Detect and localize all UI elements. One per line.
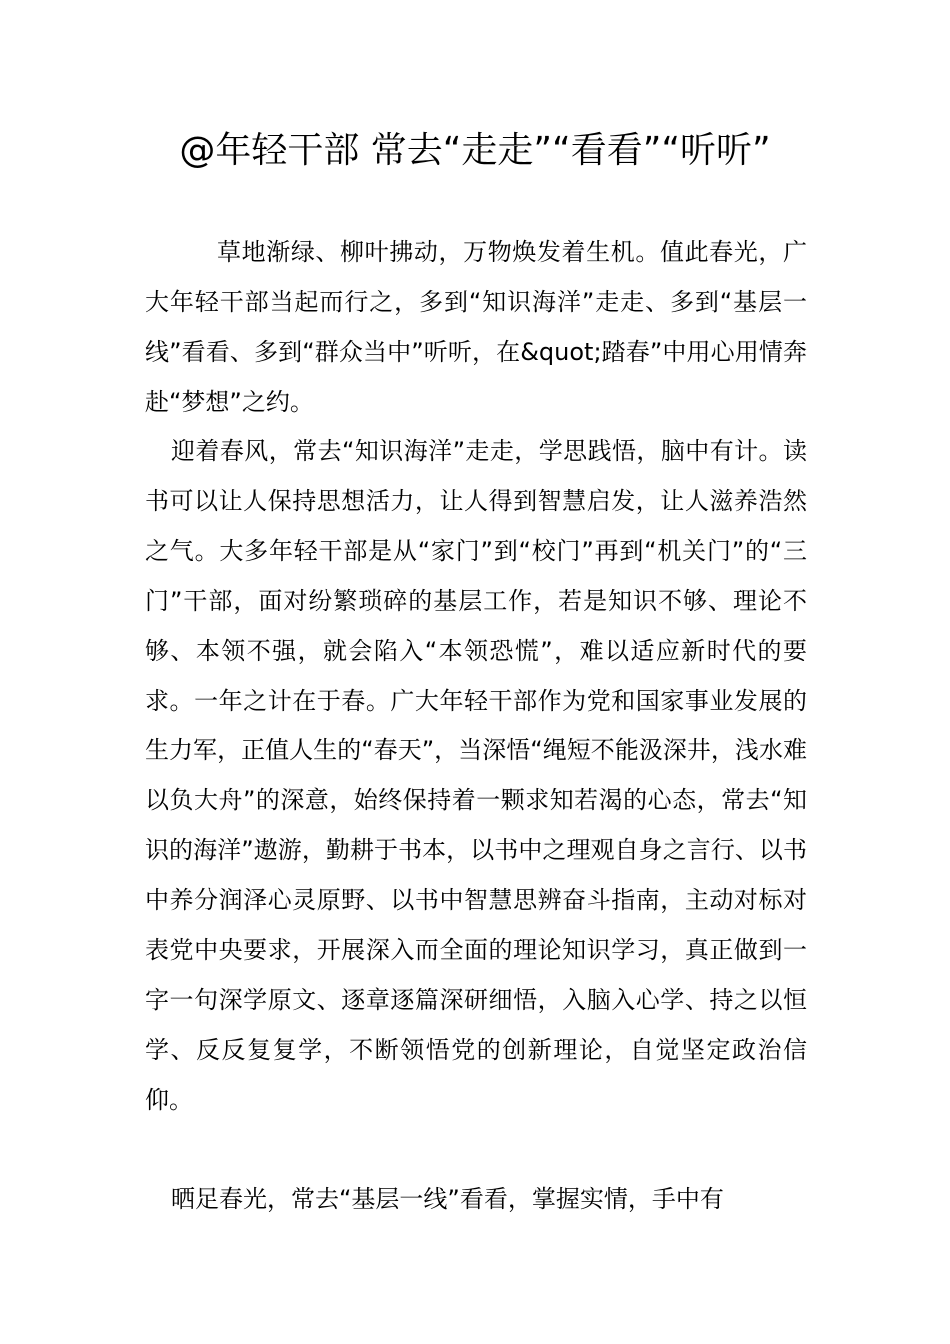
paragraph-2: 迎着春风，常去“知识海洋”走走，学思践悟，脑中有计。读书可以让人保持思想活力，让人得到智慧启发，让人滋养浩然之气。大多年轻干部是从“家门”到“校门”再到“机关门”的“三门”干部，面对纷繁琐碎的基层工作，若是知识不够、理论不够、本领不强，就会陷入“本领恐慌”，难以适应新时代的要求。一年之计在于春。广大年轻干部作为党和国家事业发展的生力军，正值人生的“春天”，当深悟“绳短不能汲深井，浅水难以负大舟”的深意，始终保持着一颗求知若渴的心态，常去“知识的海洋”遨游，勤耕于书本，以书中之理观自身之言行、以书中养分润泽心灵原野、以书中智慧思辨奋斗指南，主动对标对表党中央要求，开展深入而全面的理论知识学习，真正做到一字一句深学原文、逐章逐篇深研细悟，入脑入心学、持之以恒学、反反复复学，不断领悟党的创新理论，自觉坚定政治信仰。 — [145, 437, 807, 1114]
paragraph-1: 草地渐绿、柳叶拂动，万物焕发着生机。值此春光，广大年轻干部当起而行之，多到“知识海洋”走走、多到“基层一线”看看、多到“群众当中”听听，在&quot;踏春”中用心用情奔赴“梦想”之约。 — [145, 238, 807, 416]
paragraph-3: 晒足春光，常去“基层一线”看看，掌握实情，手中有 — [171, 1185, 724, 1213]
article-title: @年轻干部 常去“走走”“看看”“听听” — [179, 130, 771, 171]
